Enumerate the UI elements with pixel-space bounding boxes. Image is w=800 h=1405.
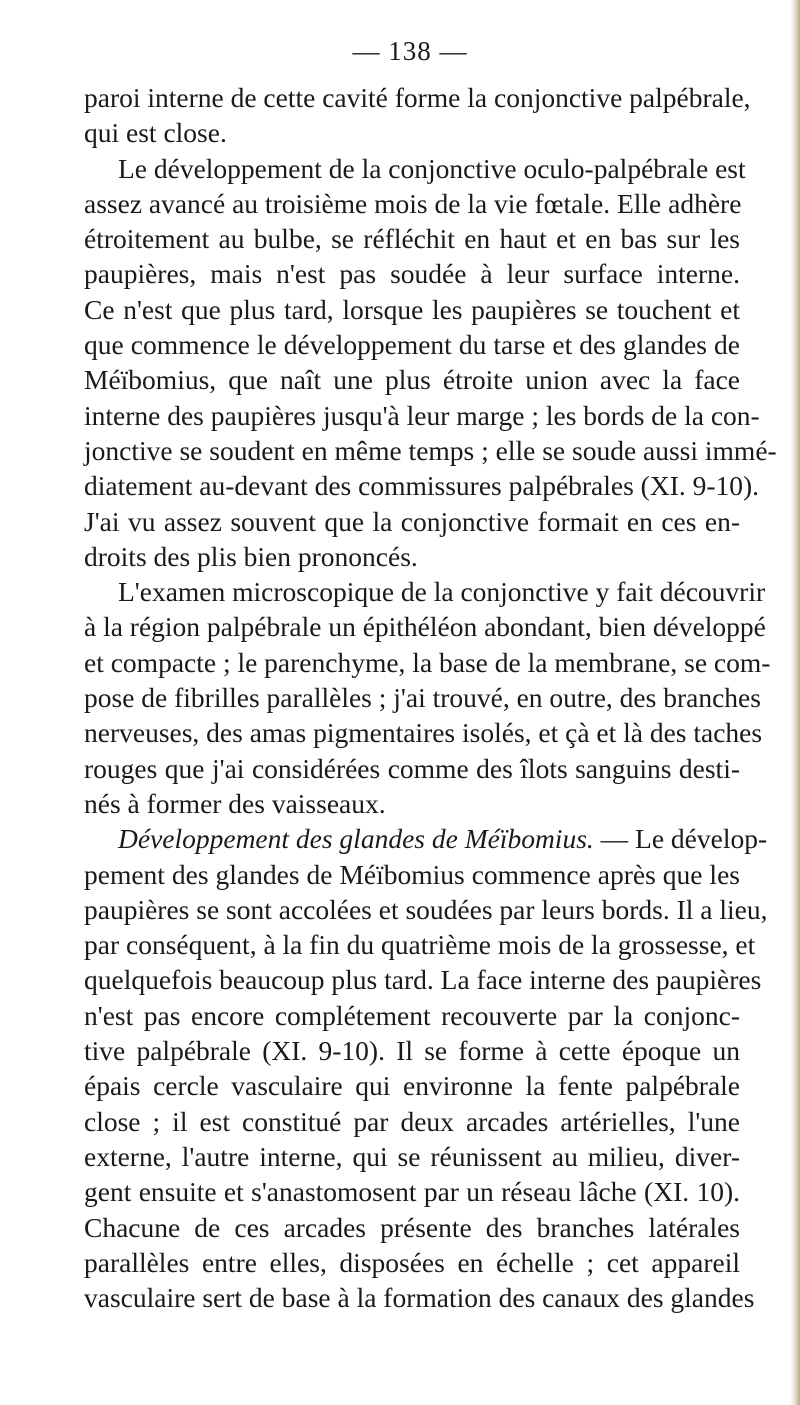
line-text: nés à former des vaisseaux. [84, 787, 386, 819]
text-line [84, 751, 740, 786]
line-text: à la région palpébrale un épithéléon abondant, bien développé [84, 611, 766, 643]
text-line [84, 1068, 740, 1103]
line-text: gent ensuite et s'anastomosent par un réseau lâche (XI. 10). [84, 1176, 740, 1208]
section-heading: Développement des glandes de Méïbomius. [118, 823, 594, 855]
line-text: pement des glandes de Méïbomius commence après que les [84, 858, 740, 890]
text-line [84, 151, 746, 186]
text-line [84, 609, 766, 644]
text-line [84, 821, 768, 856]
text-line [84, 998, 740, 1033]
line-text: et compacte ; le parenchyme, la base de la membrane, se com- [84, 646, 771, 678]
text-line [84, 1033, 740, 1068]
line-text: paupières se sont accolées et soudées par leurs bords. Il a lieu, [84, 893, 768, 925]
text-line [84, 786, 740, 821]
line-text: tive palpébrale (XI. 9-10). Il se forme à cette époque un [84, 1035, 740, 1067]
line-text: droits des plis bien prononcés. [84, 540, 418, 572]
text-line [84, 468, 760, 503]
text-line [84, 433, 777, 468]
text-line [84, 256, 740, 291]
page-edge [790, 0, 800, 1405]
text-line [84, 327, 740, 362]
text-line [84, 1245, 740, 1280]
text-line [84, 857, 740, 892]
line-text: rouges que j'ai considérées comme des îlots sanguins desti- [84, 752, 740, 784]
text-line [84, 1104, 740, 1139]
line-text: vasculaire sert de base à la formation des canaux des glandes [84, 1282, 755, 1314]
page-number: — 138 — [352, 36, 468, 66]
text-line [84, 962, 762, 997]
line-text: — Le dévelop- [593, 823, 768, 855]
line-text: que commence le développement du tarse et des glandes de [84, 329, 740, 361]
text-line [84, 892, 768, 927]
text-line [84, 1280, 755, 1315]
line-text: interne des paupières jusqu'à leur marge ; les bords de la con- [84, 399, 760, 431]
line-text: close ; il est constitué par deux arcades artérielles, l'une [84, 1105, 740, 1137]
line-text: par conséquent, à la fin du quatrième mois de la grossesse, et [84, 929, 756, 961]
text-line [84, 574, 766, 609]
line-text: pose de fibrilles parallèles ; j'ai trouvé, en outre, des branches [84, 682, 761, 714]
line-text: J'ai vu assez souvent que la conjonctive formait en ces en- [84, 505, 740, 537]
line-text: paroi interne de cette cavité forme la conjonctive palpébrale, [84, 82, 751, 113]
text-line [84, 115, 740, 150]
line-text: diatement au-devant des commissures palpébrales (XI. 9-10). [84, 470, 760, 502]
text-line [84, 221, 740, 256]
text-line [84, 1139, 740, 1174]
line-text: jonctive se soudent en même temps ; elle se soude aussi immé- [84, 434, 777, 466]
line-text: parallèles entre elles, disposées en échelle ; cet appareil [84, 1246, 740, 1278]
text-line [84, 1210, 740, 1245]
line-text: nerveuses, des amas pigmentaires isolés, et çà et là des taches [84, 717, 763, 749]
text-line [84, 186, 740, 221]
text-line [84, 645, 771, 680]
text-line [84, 80, 751, 115]
line-text: qui est close. [84, 117, 227, 149]
line-text: Méïbomius, que naît une plus étroite union avec la face [84, 364, 740, 396]
text-line [84, 292, 740, 327]
text-line [84, 1174, 740, 1209]
line-text: L'examen microscopique de la conjonctive y fait découvrir [118, 576, 766, 608]
line-text: assez avancé au troisième mois de la vie fœtale. Elle adhère [84, 187, 742, 219]
text-line [84, 680, 761, 715]
text-line [84, 539, 740, 574]
text-line [84, 715, 763, 750]
line-text: Le développement de la conjonctive oculo-palpébrale est [118, 152, 746, 184]
text-line [84, 398, 760, 433]
line-text: paupières, mais n'est pas soudée à leur surface interne. [84, 258, 740, 290]
line-text: quelquefois beaucoup plus tard. La face interne des paupières [84, 964, 762, 996]
line-text: étroitement au bulbe, se réfléchit en haut et en bas sur les [84, 223, 740, 255]
text-line [84, 504, 740, 539]
text-line [84, 362, 740, 397]
line-text: Chacune de ces arcades présente des branches latérales [84, 1211, 740, 1243]
text-line [84, 927, 756, 962]
line-text: épais cercle vasculaire qui environne la fente palpébrale [84, 1070, 740, 1102]
line-text: Ce n'est que plus tard, lorsque les paupières se touchent et [84, 293, 740, 325]
line-text: n'est pas encore complétement recouverte par la conjonc- [84, 999, 740, 1031]
body-text [84, 80, 777, 1315]
line-text: externe, l'autre interne, qui se réunissent au milieu, diver- [84, 1140, 740, 1172]
